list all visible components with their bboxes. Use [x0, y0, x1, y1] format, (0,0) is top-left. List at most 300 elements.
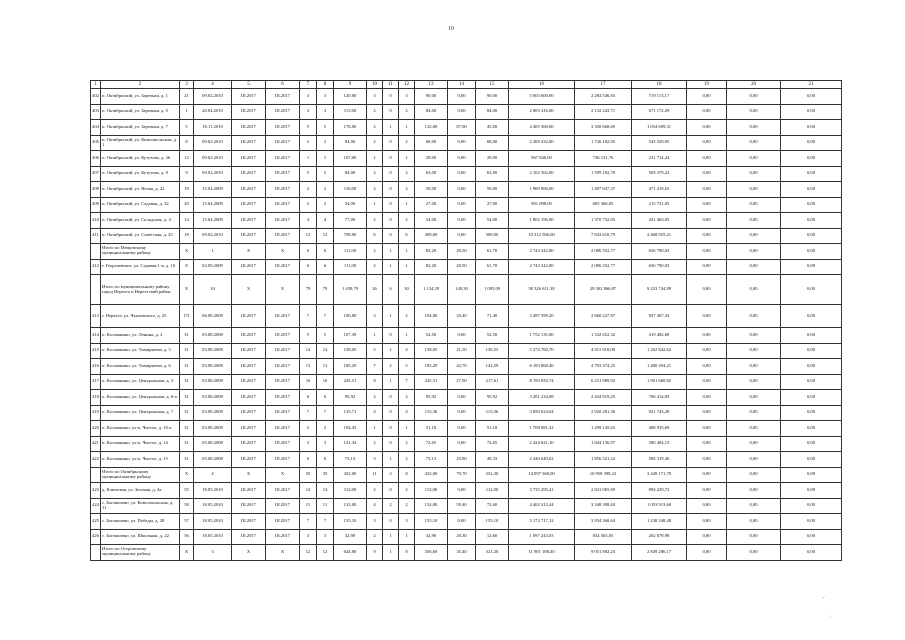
table-cell: 29 302 866,87 [575, 275, 632, 305]
table-cell: 6 [317, 244, 334, 260]
table-cell: 03.08.2008 [194, 405, 232, 421]
table-cell: 2 [399, 213, 415, 229]
table-cell: 4 [300, 213, 317, 229]
table-cell: 31 [180, 452, 194, 468]
table-cell: 1 [383, 545, 399, 561]
table-cell: 2 [317, 182, 334, 198]
table-cell: 54,00 [334, 197, 367, 213]
table-cell: 14 [317, 343, 334, 359]
table-cell: 0,00 [727, 104, 781, 120]
table-cell: 54,00 [476, 213, 509, 229]
table-cell: 176,00 [334, 120, 367, 136]
stray-mark: · [830, 614, 832, 620]
table-cell: 112,00 [415, 483, 448, 499]
table-cell: 0,00 [687, 359, 727, 375]
table-row [91, 120, 842, 136]
table-cell: 12 [317, 545, 334, 561]
table-cell: 1 961 660,82 [632, 374, 687, 390]
table-cell: 9 [180, 166, 194, 182]
table-cell [91, 275, 101, 305]
table-cell: 1 [383, 244, 399, 260]
table-row [91, 244, 842, 260]
table-cell: 1 262 842,62 [632, 343, 687, 359]
table-cell: 10 312 566,00 [509, 228, 575, 244]
table-cell: 63,00 [415, 166, 448, 182]
table-cell: 0,00 [727, 151, 781, 167]
table-cell: 2 [383, 359, 399, 375]
table-cell: III.2017 [232, 166, 266, 182]
table-cell: 4 405 368,00 [509, 120, 575, 136]
table-cell: 231 714,24 [632, 151, 687, 167]
table-cell: 0,00 [781, 452, 842, 468]
table-row [91, 89, 842, 105]
table-cell: 0,00 [781, 374, 842, 390]
table-row [91, 135, 842, 151]
table-cell: 2 132 243,71 [575, 104, 632, 120]
table-cell: 106,80 [334, 305, 367, 328]
table-cell: 2 [383, 498, 399, 514]
table-cell: 61,70 [476, 244, 509, 260]
table-cell: III.2017 [232, 213, 266, 229]
table-cell: 56 [180, 529, 194, 545]
table-cell: 2 [317, 135, 334, 151]
table-cell: 423 [91, 483, 101, 499]
table-cell: III.2017 [232, 483, 266, 499]
table-cell: 20 [180, 197, 194, 213]
table-cell: 543 329,95 [632, 135, 687, 151]
table-cell: 18.05.2010 [194, 483, 232, 499]
table-cell: 2 743 342,80 [509, 244, 575, 260]
table-cell: 72,65 [476, 436, 509, 452]
address-cell: Итого по Мещовскому муниципальному району [101, 244, 180, 260]
table-cell: 29,00 [476, 151, 509, 167]
table-cell: 31 [180, 421, 194, 437]
table-cell: 113,00 [334, 104, 367, 120]
table-cell: 0 [383, 197, 399, 213]
table-cell: 2 086 552,77 [575, 244, 632, 260]
table-cell: 38 326 611,38 [509, 275, 575, 305]
table-cell: 3 [367, 452, 383, 468]
table-cell: 1 005,09 [476, 275, 509, 305]
table-cell: 1 [399, 328, 415, 344]
table-cell: 55 [180, 483, 194, 499]
address-cell: г. Георгиевское, ул. Садовая 1-я, д. 10 [101, 259, 180, 275]
table-cell: 1 370 732,05 [575, 213, 632, 229]
table-cell: 411 [91, 228, 101, 244]
table-cell: 419 [91, 405, 101, 421]
table-cell: 471 418,63 [632, 182, 687, 198]
table-cell: 158,05 [334, 343, 367, 359]
table-cell: 656 790,03 [632, 259, 687, 275]
column-number-cell: 10 [367, 81, 383, 89]
table-cell: 27,00 [415, 197, 448, 213]
table-cell: 27,90 [448, 374, 476, 390]
table-cell: 4 [367, 405, 383, 421]
table-cell: 84,00 [476, 104, 509, 120]
table-cell: 0,00 [727, 182, 781, 198]
table-cell: 158,05 [415, 343, 448, 359]
table-cell: 33,40 [448, 305, 476, 328]
table-cell: 09.02.2010 [194, 151, 232, 167]
table-cell: 3 449 171,78 [632, 467, 687, 483]
table-cell: III.2017 [266, 120, 300, 136]
table-cell: 20,50 [448, 259, 476, 275]
table-row [91, 228, 842, 244]
table-cell [91, 244, 101, 260]
table-cell: 321,20 [476, 545, 509, 561]
table-cell: 3 348 398,84 [575, 498, 632, 514]
table-cell: 0,00 [687, 390, 727, 406]
table-cell: 0,00 [687, 483, 727, 499]
table-cell: 1 097 243,03 [509, 529, 575, 545]
table-cell: 217,61 [476, 374, 509, 390]
table-cell: 1 [367, 328, 383, 344]
table-cell: 407 [91, 166, 101, 182]
table-row [91, 374, 842, 390]
table-cell: 57 [180, 514, 194, 530]
table-cell: 6 [399, 228, 415, 244]
address-cell: п. Космынино, ул-к. Чистое, д. 14 [101, 436, 180, 452]
column-number-cell: 9 [334, 81, 367, 89]
address-cell: п. Космынино, ул. Центральная, д. 6-а [101, 390, 180, 406]
table-cell: 09.02.2010 [194, 135, 232, 151]
table-cell: 0,00 [687, 529, 727, 545]
table-cell: 3 [399, 89, 415, 105]
table-cell: 2 [367, 166, 383, 182]
table-cell: 6 [300, 244, 317, 260]
table-cell: 0,00 [687, 452, 727, 468]
table-cell: 0,00 [448, 228, 476, 244]
table-cell: III.2017 [232, 328, 266, 344]
address-cell: п. Октябрьский, ул. Складская, д. 4 [101, 213, 180, 229]
table-cell: 406 [91, 151, 101, 167]
table-cell: 719 113,17 [632, 89, 687, 105]
address-cell: п. Октябрьский, ул. Садовая, д. 32 [101, 197, 180, 213]
table-cell: 2 [367, 529, 383, 545]
table-cell: 2 [367, 436, 383, 452]
table-cell: III.2017 [266, 213, 300, 229]
table-cell: 72,65 [415, 436, 448, 452]
table-cell: 3 [194, 545, 232, 561]
table-cell: 7 [317, 514, 334, 530]
address-cell: п. Октябрьский, ул. Заречная, д. 7 [101, 120, 180, 136]
table-cell: 4 [367, 498, 383, 514]
table-cell: 59,00 [415, 182, 448, 198]
table-cell: 0,00 [781, 120, 842, 136]
column-number-cell: 7 [300, 81, 317, 89]
column-number-cell: 1 [91, 81, 101, 89]
table-row [91, 166, 842, 182]
table-cell: 0,00 [781, 259, 842, 275]
table-cell: 32,90 [415, 529, 448, 545]
table-cell: 31 [180, 343, 194, 359]
table-cell: 0,00 [727, 467, 781, 483]
table-cell: 1 856 321,22 [575, 452, 632, 468]
table-cell: 1 [399, 244, 415, 260]
table-cell: 0,00 [727, 390, 781, 406]
table-cell: 52,50 [476, 328, 509, 344]
table-cell: 3 497 599,20 [509, 305, 575, 328]
table-cell: 0,00 [781, 135, 842, 151]
table-cell: 132,00 [415, 498, 448, 514]
table-cell: 155,10 [334, 514, 367, 530]
table-cell: 0,00 [448, 421, 476, 437]
table-cell: 0,00 [727, 405, 781, 421]
column-number-cell: 19 [687, 81, 727, 89]
table-cell: 107,39 [334, 328, 367, 344]
table-cell: 90,00 [476, 89, 509, 105]
table-cell: III.2017 [232, 452, 266, 468]
table-cell: 194,45 [334, 421, 367, 437]
table-cell: 0,00 [687, 151, 727, 167]
table-cell: 2 [367, 244, 383, 260]
table-cell: 14 [300, 483, 317, 499]
table-cell: 0,00 [727, 120, 781, 136]
column-number-cell: 13 [415, 81, 448, 89]
column-number-cell: 4 [194, 81, 232, 89]
table-cell: 11 [300, 498, 317, 514]
table-cell: 72,60 [476, 498, 509, 514]
address-cell: с. Богоявлено, ул. Победы, д. 28 [101, 514, 180, 530]
address-cell: п. Космынино, ул-к. Чистое, д. 15 [101, 452, 180, 468]
column-number-cell: 17 [575, 81, 632, 89]
table-cell: 59,40 [448, 498, 476, 514]
table-row [91, 328, 842, 344]
table-cell: 766 414,83 [632, 390, 687, 406]
table-cell: 2 [300, 135, 317, 151]
table-cell: 87,00 [448, 120, 476, 136]
table-cell: 3 [300, 436, 317, 452]
table-cell: 112,00 [334, 483, 367, 499]
table-cell: 149,30 [448, 275, 476, 305]
table-cell: 6 183 868,46 [509, 359, 575, 375]
table-cell: 0,00 [727, 343, 781, 359]
table-cell: 03.08.2008 [194, 436, 232, 452]
table-cell: 58 [180, 498, 194, 514]
table-cell: 2 [300, 182, 317, 198]
table-cell: 4 402 312,44 [509, 498, 575, 514]
table-cell: III.2017 [232, 197, 266, 213]
table-cell: 685 366,05 [575, 197, 632, 213]
table-cell: 418 [91, 390, 101, 406]
table-cell: 35 [317, 467, 334, 483]
table-cell: 132,00 [334, 498, 367, 514]
table-cell: 95,92 [415, 390, 448, 406]
table-cell: 14 097 568,00 [509, 467, 575, 483]
table-cell: 3 [300, 529, 317, 545]
table-cell: X [266, 467, 300, 483]
table-cell: 6 231 989,92 [575, 374, 632, 390]
table-cell: 0,00 [781, 405, 842, 421]
table-cell: 1 [399, 529, 415, 545]
table-cell: 1 497 647,37 [575, 182, 632, 198]
address-cell: п. Космынино, ул-к. Чистое, д. 10-а [101, 421, 180, 437]
table-cell: X [180, 467, 194, 483]
table-cell: 14 [317, 483, 334, 499]
table-cell: III.2017 [266, 343, 300, 359]
table-cell: 6 [300, 259, 317, 275]
table-cell: 0,00 [781, 228, 842, 244]
table-cell: 0,00 [448, 89, 476, 105]
address-cell: п. Октябрьский, ул. Советская, д. 25 [101, 228, 180, 244]
table-cell: 3 [367, 305, 383, 328]
table-cell: 0,00 [727, 275, 781, 305]
table-cell: 1 708 081,32 [509, 421, 575, 437]
table-cell: 0,00 [727, 498, 781, 514]
table-cell: 0,00 [687, 166, 727, 182]
table-cell: 431 463,95 [632, 213, 687, 229]
table-cell: 0 [383, 104, 399, 120]
table-cell: 5 [399, 359, 415, 375]
table-cell: 3 [317, 529, 334, 545]
table-cell: III.2017 [232, 305, 266, 328]
table-cell: 20,50 [448, 244, 476, 260]
table-cell: 0,00 [727, 228, 781, 244]
table-row [91, 467, 842, 483]
table-cell: 0,00 [781, 359, 842, 375]
table-cell: 0,00 [781, 275, 842, 305]
table-cell: 0,00 [781, 498, 842, 514]
table-cell: 2 [399, 436, 415, 452]
table-cell: 03.08.2008 [194, 359, 232, 375]
table-cell: 82,20 [415, 259, 448, 275]
table-cell: 2 [399, 182, 415, 198]
table-row [91, 498, 842, 514]
table-cell: 0,00 [687, 197, 727, 213]
table-cell: 1 599 182,78 [575, 166, 632, 182]
table-cell: 9 223 744,99 [632, 275, 687, 305]
address-cell: п. Октябрьский, ул. Заречная, д. 5 [101, 104, 180, 120]
table-cell: 408 [91, 182, 101, 198]
table-cell: 1 [399, 151, 415, 167]
table-cell: III.2017 [232, 405, 266, 421]
table-cell: 0 [383, 421, 399, 437]
table-cell: 0,00 [727, 452, 781, 468]
table-cell: 5 172 717,12 [509, 514, 575, 530]
table-cell: 71,40 [476, 305, 509, 328]
table-cell: 09.02.2010 [194, 228, 232, 244]
table-cell: 18 [180, 228, 194, 244]
table-cell: 1 752 135,00 [509, 328, 575, 344]
address-cell: п. Октябрьский, ул. Нечая, д. 22 [101, 182, 180, 198]
table-cell: 356,60 [415, 545, 448, 561]
address-cell: д. Ключевая, ул. Зеленая, д. 4а [101, 483, 180, 499]
table-cell: 0,00 [727, 359, 781, 375]
table-cell: 0,00 [687, 244, 727, 260]
table-cell: 0,00 [687, 182, 727, 198]
table-cell: 1 [383, 343, 399, 359]
table-cell: 95,92 [334, 390, 367, 406]
table-cell: 31 [180, 328, 194, 344]
table-cell: 2 [399, 166, 415, 182]
table-cell: 03.08.2008 [194, 390, 232, 406]
table-row [91, 104, 842, 120]
table-cell: 405 [91, 135, 101, 151]
column-number-cell: 2 [101, 81, 180, 89]
table-cell: 0,00 [687, 228, 727, 244]
table-cell: 1 [383, 259, 399, 275]
table-cell: 49,33 [476, 452, 509, 468]
table-cell: 0 [383, 436, 399, 452]
table-cell: 4 [317, 213, 334, 229]
housing-program-table [90, 80, 842, 561]
table-cell: 0,00 [781, 514, 842, 530]
table-cell: 0,00 [687, 421, 727, 437]
table-cell: 0 [383, 166, 399, 182]
table-cell: 404 [91, 120, 101, 136]
table-cell: 0,00 [687, 104, 727, 120]
table-cell: III.2017 [232, 228, 266, 244]
table-cell: 0,00 [687, 120, 727, 136]
table-row [91, 421, 842, 437]
table-cell: 8 [367, 374, 383, 390]
table-cell: 0,00 [781, 166, 842, 182]
table-cell: 1 [194, 244, 232, 260]
table-cell: 0,00 [781, 151, 842, 167]
table-cell: 894 229,72 [632, 483, 687, 499]
table-cell: 20,30 [448, 529, 476, 545]
table-cell: 142,59 [476, 359, 509, 375]
table-cell: 415 [91, 343, 101, 359]
table-row [91, 151, 842, 167]
table-cell: 03.08.2008 [194, 421, 232, 437]
table-cell: 2 [399, 305, 415, 328]
table-row [91, 529, 842, 545]
table-cell: 29,00 [415, 151, 448, 167]
table-cell: III.2017 [266, 498, 300, 514]
table-cell: 61,70 [476, 259, 509, 275]
table-cell: 18.05.2010 [194, 529, 232, 545]
table-cell: 27,00 [476, 197, 509, 213]
table-cell: III.2017 [266, 135, 300, 151]
table-cell: 09.02.2010 [194, 166, 232, 182]
table-cell: 412 [91, 259, 101, 275]
table-cell: III.2017 [266, 166, 300, 182]
table-cell: III.2017 [232, 135, 266, 151]
table-cell: X [232, 545, 266, 561]
table-cell: 0,00 [781, 305, 842, 328]
table-cell: 14 [180, 213, 194, 229]
table-cell: 12 [317, 228, 334, 244]
column-number-cell: 3 [180, 81, 194, 89]
table-cell: 3 850 024,64 [509, 405, 575, 421]
table-cell: 31 [180, 374, 194, 390]
table-cell: 3 [399, 514, 415, 530]
table-cell: 0 [383, 228, 399, 244]
table-cell: 54,00 [415, 213, 448, 229]
page-number: 10 [448, 26, 454, 32]
column-number-cell: 11 [383, 81, 399, 89]
table-cell: 0,00 [727, 305, 781, 328]
table-cell: 5 003 600,00 [509, 89, 575, 105]
table-cell: III.2017 [232, 390, 266, 406]
table-cell: 5 [317, 166, 334, 182]
table-row [91, 182, 842, 198]
table-cell: 8 [399, 467, 415, 483]
table-cell: 12 [300, 228, 317, 244]
table-cell: X [266, 275, 300, 305]
table-cell: 0,00 [781, 104, 842, 120]
table-cell: 2 841 065,69 [575, 483, 632, 499]
table-cell: III.2017 [266, 483, 300, 499]
table-cell: III.2017 [232, 436, 266, 452]
table-cell: III.2017 [266, 421, 300, 437]
table-cell: 120,00 [334, 89, 367, 105]
table-cell: 2 928 281,36 [575, 405, 632, 421]
table-cell: 2 269 432,00 [509, 135, 575, 151]
table-cell: 2 [399, 104, 415, 120]
table-cell: 736 131,76 [575, 151, 632, 167]
